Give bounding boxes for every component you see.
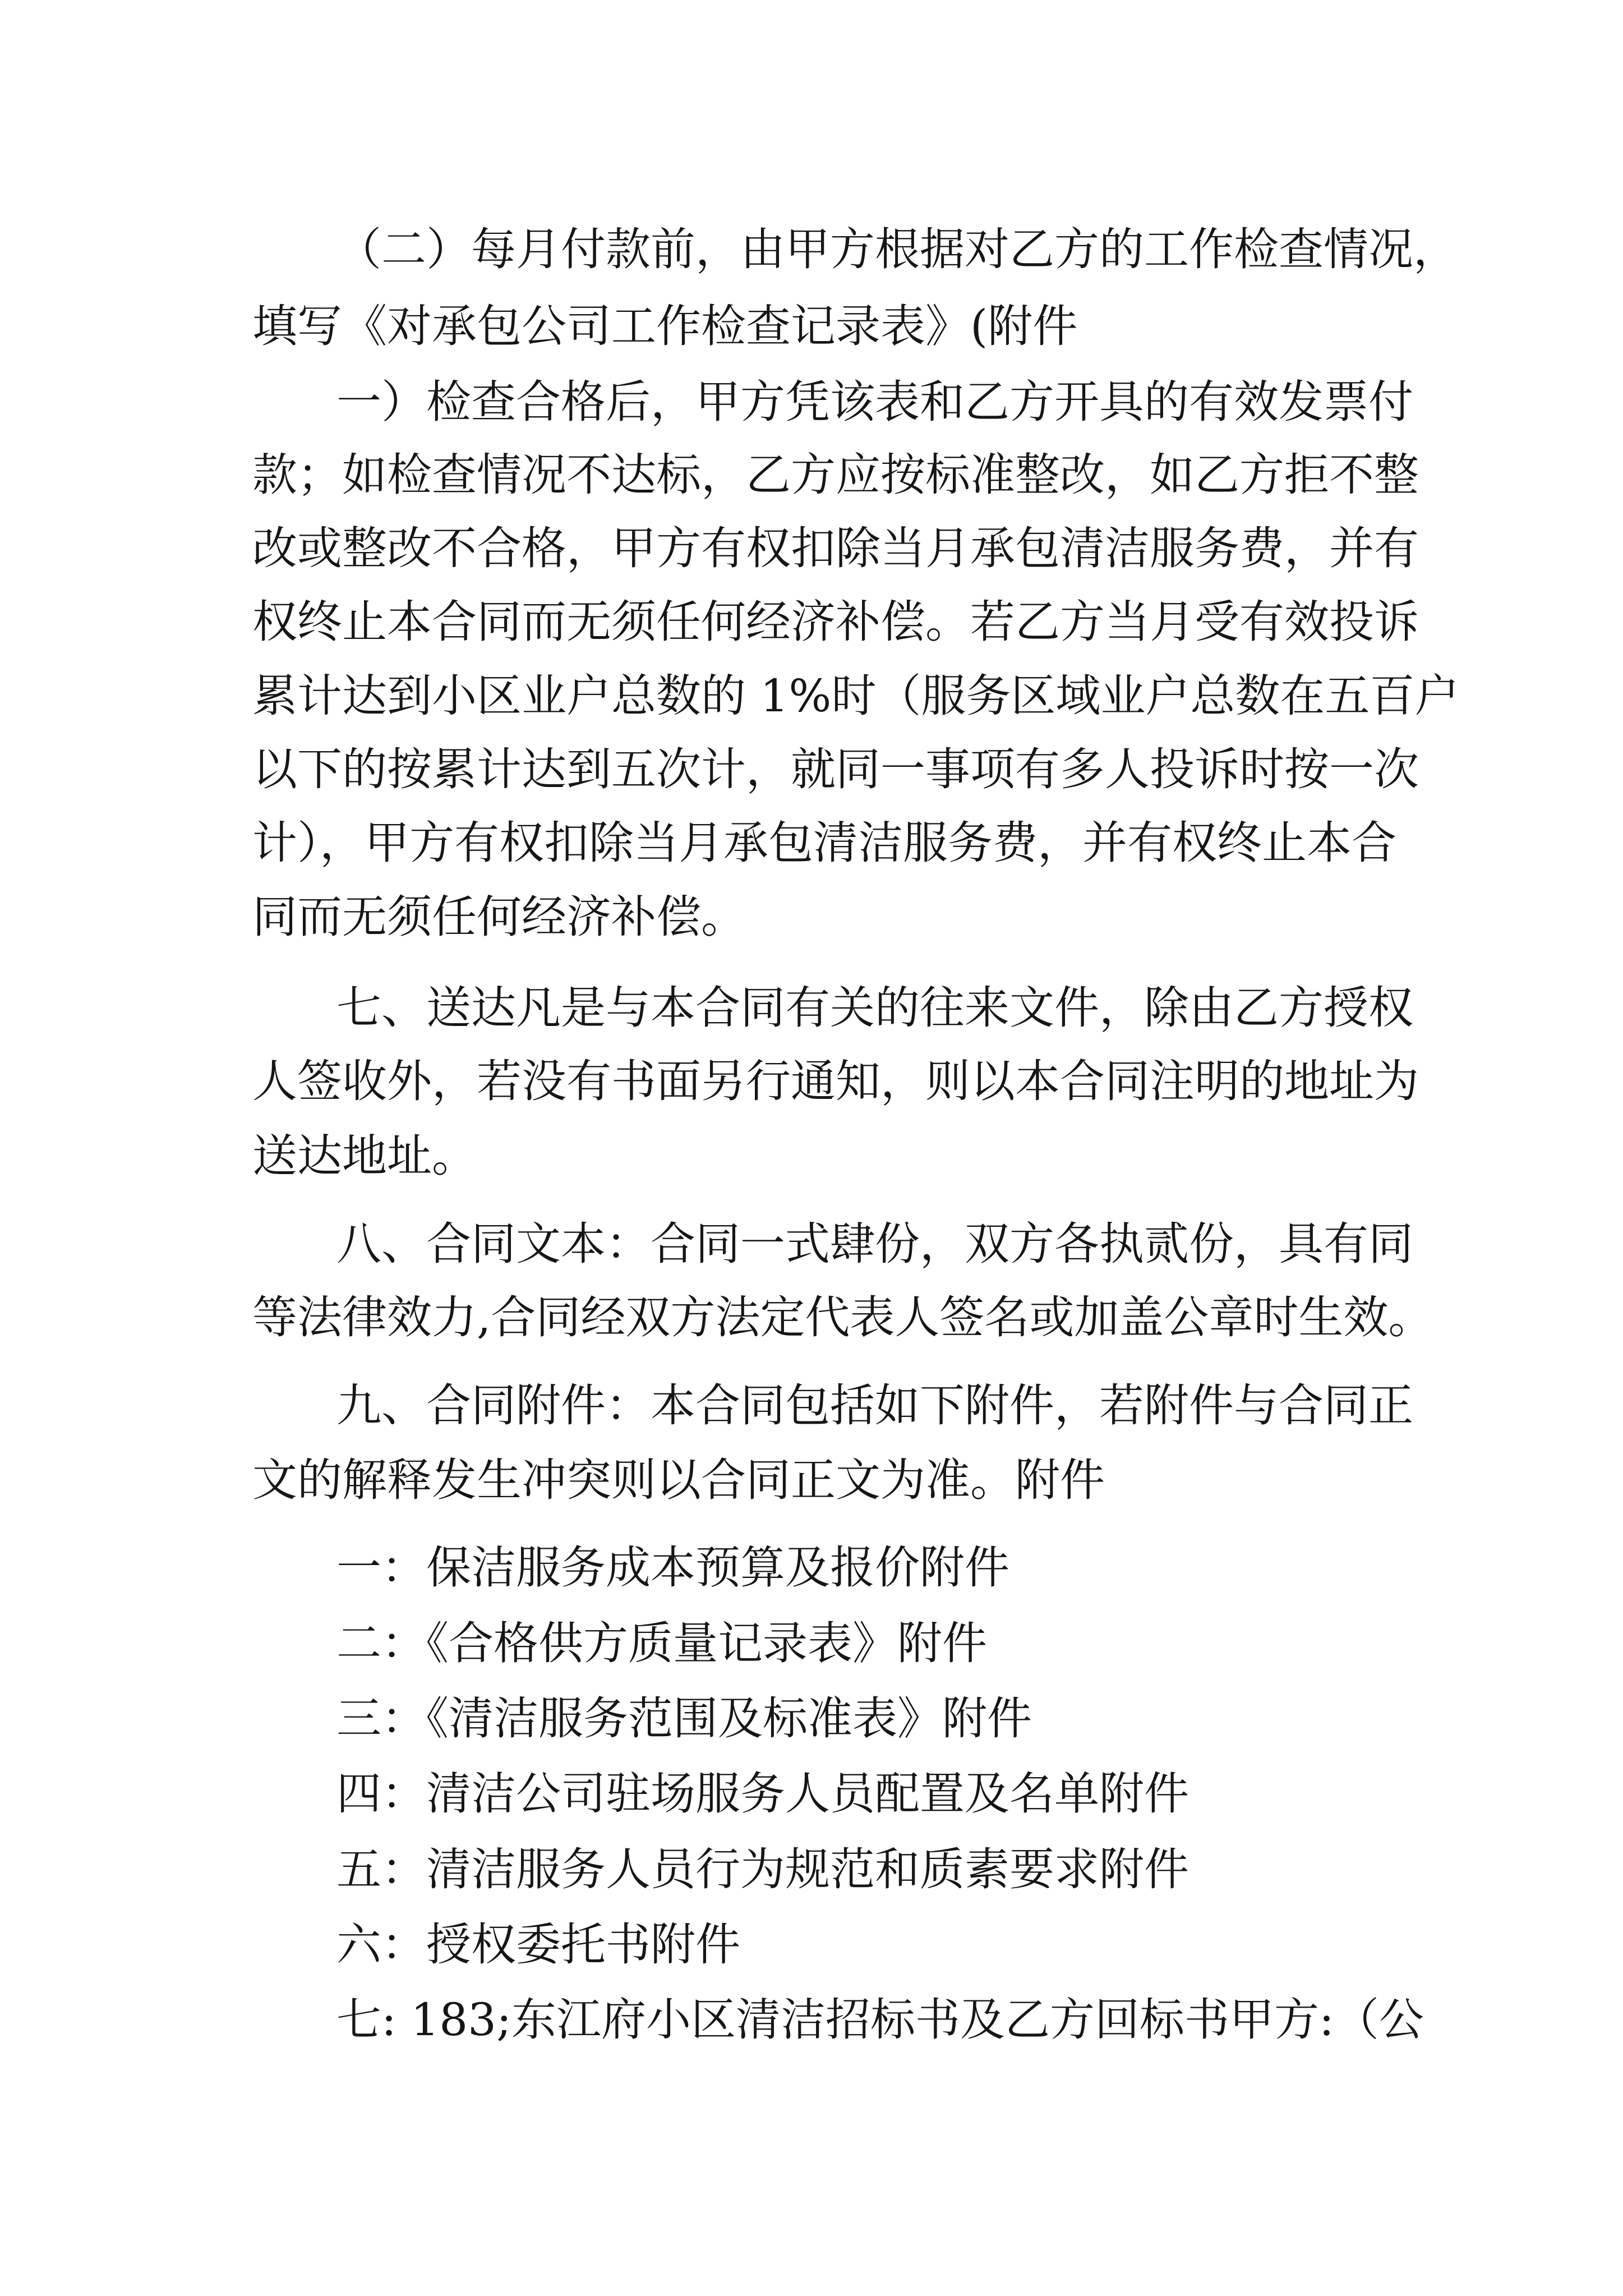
paragraph-5-line-1: 九、合同附件：本合同包括如下附件，若附件与合同正	[336, 1379, 1413, 1432]
attachment-item-4: 四：清洁公司驻场服务人员配置及名单附件	[336, 1768, 1189, 1820]
paragraph-5-line-2: 文的解释发生冲突则以合同正文为准。附件	[252, 1454, 1105, 1506]
attachment-item-3: 三：《清洁服务范围及标准表》附件	[336, 1692, 1032, 1745]
attachment-item-1: 一：保洁服务成本预算及报价附件	[336, 1542, 1009, 1594]
attachment-item-7: 七: 183;东江府小区清洁招标书及乙方回标书甲方:（公	[336, 1994, 1424, 2046]
paragraph-1-line-2: 填写《对承包公司工作检查记录表》(附件	[252, 300, 1078, 352]
paragraph-3-line-2: 人签收外，若没有书面另行通知，则以本合同注明的地址为	[252, 1055, 1419, 1107]
paragraph-2-line-7: 计），甲方有权扣除当月承包清洁服务费，并有权终止本合	[252, 817, 1396, 869]
paragraph-2-line-6: 以下的按累计达到五次计，就同一事项有多人投诉时按一次	[252, 743, 1419, 795]
paragraph-2-line-4: 权终止本合同而无须任何经济补偿。若乙方当月受有效投诉	[252, 596, 1419, 648]
paragraph-2-line-5: 累计达到小区业户总数的 1%时（服务区域业户总数在五百户	[252, 670, 1460, 722]
attachment-item-2: 二：《合格供方质量记录表》附件	[336, 1617, 987, 1669]
paragraph-4-line-2: 等法律效力,合同经双方法定代表人签名或加盖公章时生效。	[252, 1291, 1433, 1343]
paragraph-4-line-1: 八、合同文本：合同一式肆份，双方各执贰份，具有同	[336, 1218, 1413, 1270]
paragraph-2-line-2: 款；如检查情况不达标，乙方应按标准整改，如乙方拒不整	[252, 449, 1419, 501]
paragraph-2-line-1: 一）检查合格后，甲方凭该表和乙方开具的有效发票付	[336, 376, 1413, 428]
paragraph-3-line-1: 七、送达凡是与本合同有关的往来文件，除由乙方授权	[336, 982, 1413, 1034]
paragraph-2-line-3: 改或整改不合格，甲方有权扣除当月承包清洁服务费，并有	[252, 522, 1419, 574]
paragraph-2-line-8: 同而无须任何经济补偿。	[252, 891, 746, 943]
paragraph-1-line-1: （二）每月付款前，由甲方根据对乙方的工作检查情况，	[336, 223, 1458, 275]
paragraph-3-line-3: 送达地址。	[252, 1130, 477, 1182]
attachment-item-6: 六：授权委托书附件	[336, 1918, 740, 1971]
attachment-item-5: 五：清洁服务人员行为规范和质素要求附件	[336, 1843, 1189, 1895]
